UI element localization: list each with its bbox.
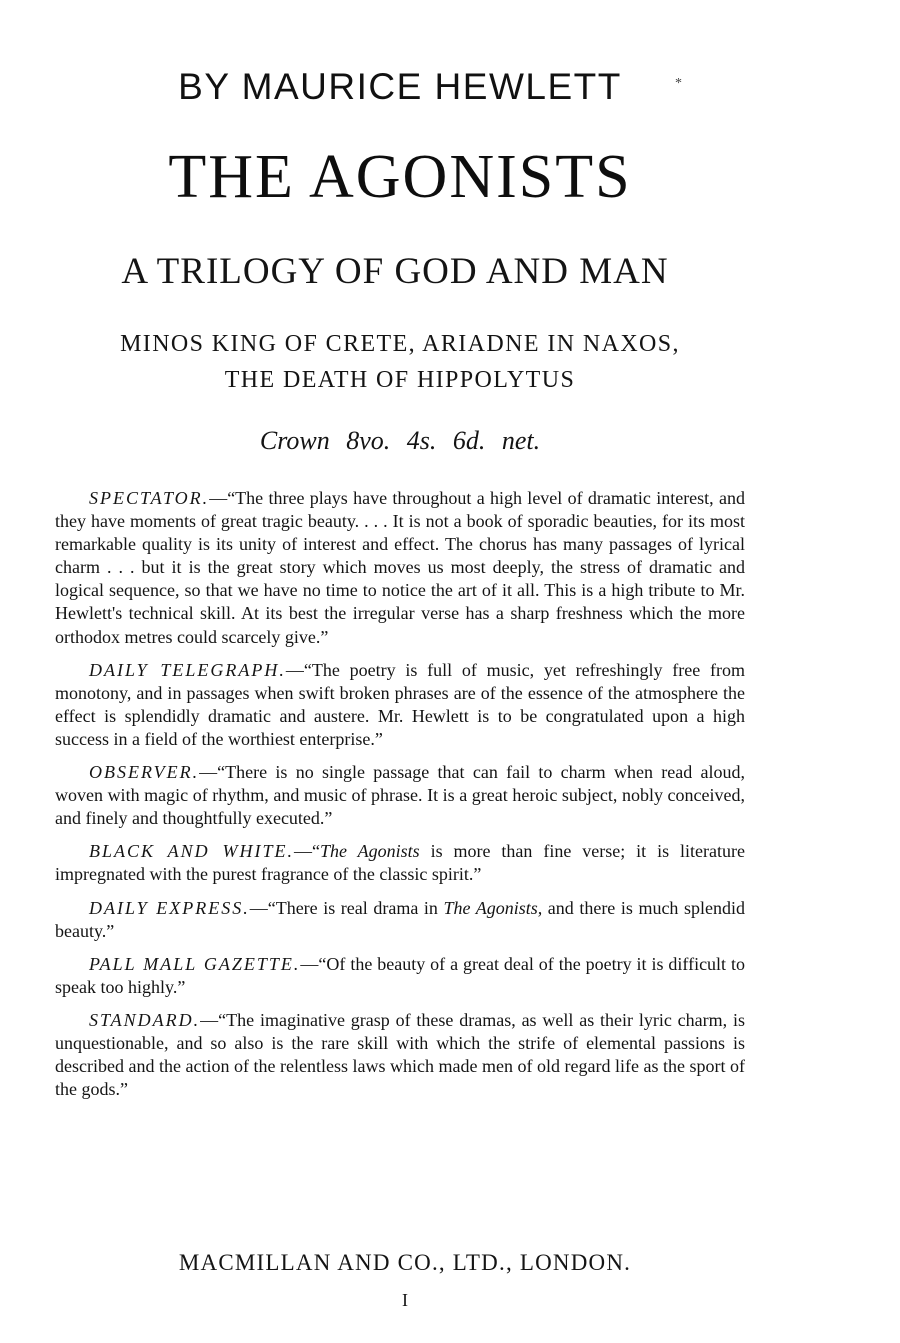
ink-mark: *	[675, 76, 682, 91]
publisher-line: MACMILLAN AND CO., LTD., LONDON.	[178, 1250, 632, 1275]
review-text: —“There is no single passage that can fail to charm when read aloud, woven with magic of rhythm, and music of phrase. It is a great heroic subject, nobly conceived, and finely and thoughtfully executed.”	[55, 762, 745, 829]
book-subtitle: A TRILOGY OF GOD AND MAN	[121, 251, 669, 292]
price-line: Crown 8vo. 4s. 6d. net.	[259, 426, 541, 455]
review-text: —“Of the beauty of a great deal of the poetry it is difficult to speak too highly.”	[55, 953, 745, 997]
review-spectator	[55, 487, 745, 649]
review-source: PALL MALL GAZETTE.	[89, 953, 301, 974]
press-reviews	[55, 487, 745, 1111]
review-source: DAILY EXPRESS.	[89, 897, 250, 918]
review-daily-telegraph	[55, 659, 745, 751]
review-book-title: The Agonists	[320, 841, 420, 862]
review-text-post: is more than fine verse; it is literature impregnated with the purest fragrance of the classic spirit.”	[55, 841, 745, 885]
review-text: —“The imaginative grasp of these dramas, as well as their lyric charm, is unquestionable, and so also is the rare skill with which the strife of elemental passions is described and the action of the relentless laws which made men of old regard life as the sport of the gods.”	[55, 1009, 745, 1100]
review-source: BLACK AND WHITE.	[89, 841, 295, 862]
author-heading: BY MAURICE HEWLETT	[178, 66, 622, 107]
review-black-and-white	[55, 840, 745, 886]
review-source: OBSERVER.	[89, 762, 200, 783]
review-standard	[55, 1009, 745, 1101]
plays-line-2: THE DEATH OF HIPPOLYTUS	[224, 367, 576, 393]
review-text-post: and there is much splendid beauty.”	[55, 897, 745, 941]
review-source: DAILY TELEGRAPH.	[89, 659, 286, 680]
review-source: STANDARD.	[89, 1009, 201, 1030]
review-book-title: The Agonists,	[443, 897, 543, 918]
plays-list	[0, 326, 800, 398]
review-daily-express	[55, 897, 745, 943]
plays-line-1: MINOS KING OF CRETE, ARIADNE IN NAXOS,	[120, 331, 680, 357]
review-pall-mall-gazette	[55, 953, 745, 999]
review-text: —“The three plays have throughout a high level of dramatic interest, and they have moments of great tragic beauty. . . . It is not a book of sporadic beauties, for its most remarkable quality is its unity of interest and effect. The chorus has many passages of lyrical charm . . . but it is the great story which moves us most deeply, the stress of dramatic and logical sequence, so that we have no time to notice the art of it all. This is a high tribute to Mr. Hewlett's technical skill. At its best the irregular verse has a sharp freshness which the more orthodox metres could scarcely give.”	[55, 488, 745, 647]
review-source: SPECTATOR.	[89, 488, 210, 508]
review-text-pre: —“	[294, 841, 321, 862]
review-text: —“The poetry is full of music, yet refreshingly free from monotony, and in passages when swift broken phrases are of the essence of the atmosphere the effect is splendidly dramatic and austere. Mr. Hewlett is to be congratulated upon a high success in a field of the worthiest enterprise.”	[55, 659, 745, 749]
review-text-pre: —“There is real drama in	[249, 897, 444, 918]
book-title: THE AGONISTS	[168, 143, 632, 211]
page-number: I	[402, 1290, 408, 1310]
review-observer	[55, 761, 745, 830]
